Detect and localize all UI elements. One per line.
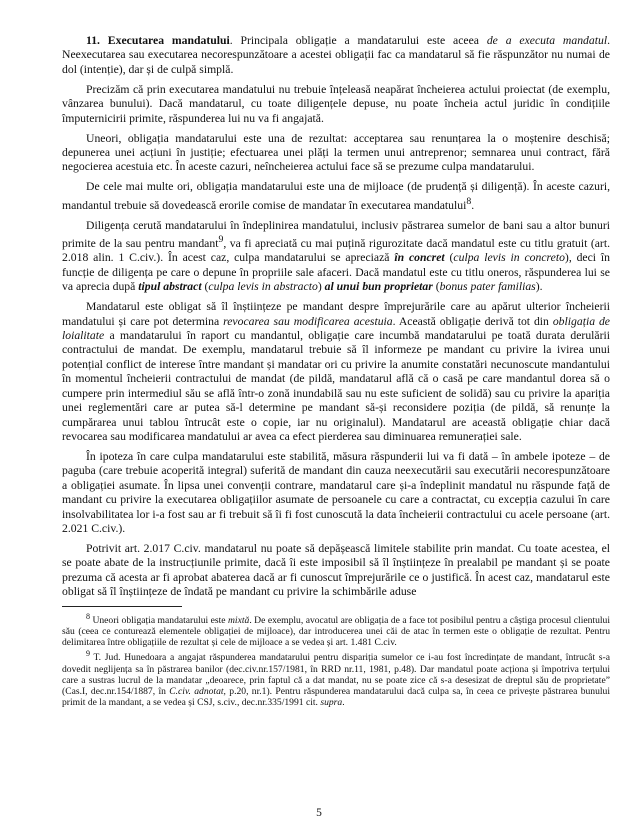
page-number: 5 <box>316 807 322 819</box>
text-run: revocarea sau modificarea acestuia <box>223 314 393 328</box>
paragraph-culpa <box>62 450 610 536</box>
text-run: ). <box>535 280 543 294</box>
text-run: în concret <box>394 251 445 265</box>
text-run: obligația de loialitate <box>62 314 610 343</box>
text-run: culpa levis in abstracto <box>208 280 318 294</box>
paragraph-precizare <box>62 83 610 126</box>
text-run: Mandatarul este obligat să îl înștiințeze pe mandant despre împrejurările care au apărut ulterior încheierii mandatului și care pot determina <box>62 300 610 328</box>
text-run: supra <box>320 697 343 709</box>
text-run: ( <box>201 280 209 294</box>
footnote-8 <box>62 611 610 649</box>
text-run: Uneori, obligația mandatarului este una de rezultat: acceptarea sau renunțarea la o moștenire deschisă; depunerea unei acțiuni în justiție; efectuarea unei plăți la termen unui antreprenor; semnarea unui contract, fără negocierea acestuia etc. În aceste cazuri, neîncheierea actului face să se prezume culpa mandatarului. <box>62 131 610 174</box>
text-run: 11. Executarea mandatului <box>86 34 230 47</box>
text-run: ), deci în funcție de diligența pe care o depune în propriile sale afaceri. Dacă mandatul este cu titlu oneros, răspunderea lui se va aprecia după <box>62 251 611 294</box>
text-run: . De exemplu, avocatul are obligația de a face tot posibilul pentru a câștiga procesul clientului său (ceea ce conturează elementele obligației de mijloace), dar introducerea unei căi de atac în termen este o obligație de rezultat. Pentru delimitarea între obligațiile de rezultat și cele de mijloace a se vedea și art. 1.481 C.civ. <box>62 614 611 649</box>
text-run: . Neexecutarea sau executarea necorespunzătoare a acestei obligații fac ca mandatarul să fie răspunzător nu numai de dol (intenție), dar și de culpă simplă. <box>62 34 611 76</box>
text-run: a mandatarului în raport cu mandantul, obligație care incumbă mandatarului pe toată durata derulării contractului de mandat. De exemplu, mandatarul trebuie să îl informeze pe mandant cu privire la ivirea unui potențial conflict de interese între mandant și mandatar ori cu privire la anumite constatări necunoscute mandantului în momentul încheierii contractului de mandat (de pildă, mandatarul află că o casă pe care mandantul dorea să o cumpere prin intermediul său se află într-o zonă inundabilă sau nu este suficient de solidă) sau cu privire la apariția unei reglementări care ar putea să-l determine pe mandant să-și reconsidere poziția (de pildă, să renunțe la cumpărarea unui tablou întrucât este o copie, iar nu originalul). Mandatarul are această obligație chiar dacă revocarea sau modificarea mandatului ar avea ca efect pierderea sau diminuarea remunerației sale. <box>62 329 610 443</box>
paragraph-diligenta <box>62 219 610 295</box>
text-run: tipul abstract <box>138 280 202 294</box>
text-run: Precizăm că prin executarea mandatului nu trebuie înțeleasă neapărat încheierea actului proiectat (de exemplu, vânzarea bunului). Dacă mandatarul, cu toate diligențele depuse, nu poate încheia actul juridic în condițiile împuternicirii primite, răspunderea lui nu va fi angajată. <box>62 82 610 125</box>
paragraph-executarea-mandatului <box>62 34 610 77</box>
paragraph-limite-mandat <box>62 542 610 600</box>
text-run: de a executa mandatul <box>486 34 608 47</box>
text-run: C.civ. adnotat, <box>169 686 226 698</box>
text-run: . <box>471 198 475 212</box>
footnote-ref: 9 <box>86 649 90 659</box>
text-run: ( <box>432 280 440 294</box>
paragraph-instiintare <box>62 300 610 444</box>
text-run: . Principala obligație a mandatarului este aceea <box>229 34 487 47</box>
footnote-separator <box>62 606 182 607</box>
text-run: p.20, nr.1). Pentru răspunderea mandatarului dacă culpa sa, în ceea ce privește păstrarea bunului primit de la mandant, a se vedea și CSJ, s.civ., dec.nr.335/1991 cit. <box>62 686 611 709</box>
text-run: bonus pater familias <box>439 280 536 294</box>
body-text <box>62 34 610 600</box>
text-run: . <box>342 697 345 709</box>
text-run: Potrivit art. 2.017 C.civ. mandatarul nu poate să depășească limitele stabilite prin mandat. Cu toate acestea, el se poate abate de la instrucțiunile primite, dacă îi este imposibil să îl înștiințeze în prealabil pe mandant și se poate prezuma că acesta ar fi aprobat abaterea dacă ar fi cunoscut împrejurările ce o justifică. În acest caz, mandatarul este obligat să îl înștiințeze de îndată pe mandant cu privire la schimbările aduse <box>62 541 610 599</box>
text-run: Diligența cerută mandatarului în îndeplinirea mandatului, inclusiv păstrarea sumelor de bani sau a altor bunuri primite de la sau pentru mandant <box>62 218 610 251</box>
footnote-ref: 8 <box>86 611 90 621</box>
footnote-ref: 9 <box>218 234 224 246</box>
footnote-ref: 8 <box>466 195 472 207</box>
text-run: . Această obligație derivă tot din <box>392 314 553 328</box>
document-page <box>62 34 610 709</box>
text-run: În ipoteza în care culpa mandatarului este stabilită, măsura răspunderii lui va fi dată – în ambele ipoteze – de paguba (care trebuie acoperită integral) suferită de mandant din cauza neexecutării sau executării necorespunzătoare a obligației asumate. În lipsa unei convenții contrare, mandatarul care și-a îndeplinit mandatul nu răspunde față de mandant cu privire la executarea obligațiilor asumate de persoanele cu care a contractat, cu excepția cazului în care insolvabilitatea lor i-a fost sau ar fi trebuit să îi fi fost cunoscută la data încheierii contractului cu acele persoane (art. 2.021 C.civ.). <box>62 449 610 535</box>
text-run: mixtă <box>228 614 250 626</box>
text-run: T. Jud. Hunedoara a angajat răspunderea mandatarului pentru dispariția sumelor ce i-au fost încredințate de mandant, întrucât s-a dovedit neglijența sa în păstrarea banilor (dec.civ.nr.157/1981, în RRD nr.11, 1981, p.48). Dar mandatul poate acționa și împotriva terțului care a sustras lucrul de la mandatar „deoarece, prin faptul că a dat mandat, nu se poate zice că s-a desesizat de dreptul său de proprietate” (Cas.I, dec.nr.154/1887, în <box>62 652 610 698</box>
text-run: al unui bun proprietar <box>324 280 433 294</box>
text-run: De cele mai multe ori, obligația mandatarului este una de mijloace (de prudență și diligență). În aceste cazuri, mandantul trebuie să dovedească erorile comise de mandatar în executarea mandatului <box>62 180 610 212</box>
text-run: ( <box>444 251 454 265</box>
text-run: ) <box>317 280 325 294</box>
text-run: , va fi apreciată cu mai puțină rigurozitate dacă mandatul este cu titlu gratuit (art. 2.018 alin. 1 C.civ.). În acest caz, culpa mandatarului se apreciază <box>62 237 610 265</box>
footnotes <box>62 611 610 709</box>
paragraph-obligatie-rezultat <box>62 132 610 175</box>
paragraph-obligatie-mijloace <box>62 180 610 213</box>
text-run: Uneori obligația mandatarului este <box>90 614 228 626</box>
text-run: culpa levis in concreto <box>453 251 565 265</box>
footnote-9 <box>62 648 610 708</box>
